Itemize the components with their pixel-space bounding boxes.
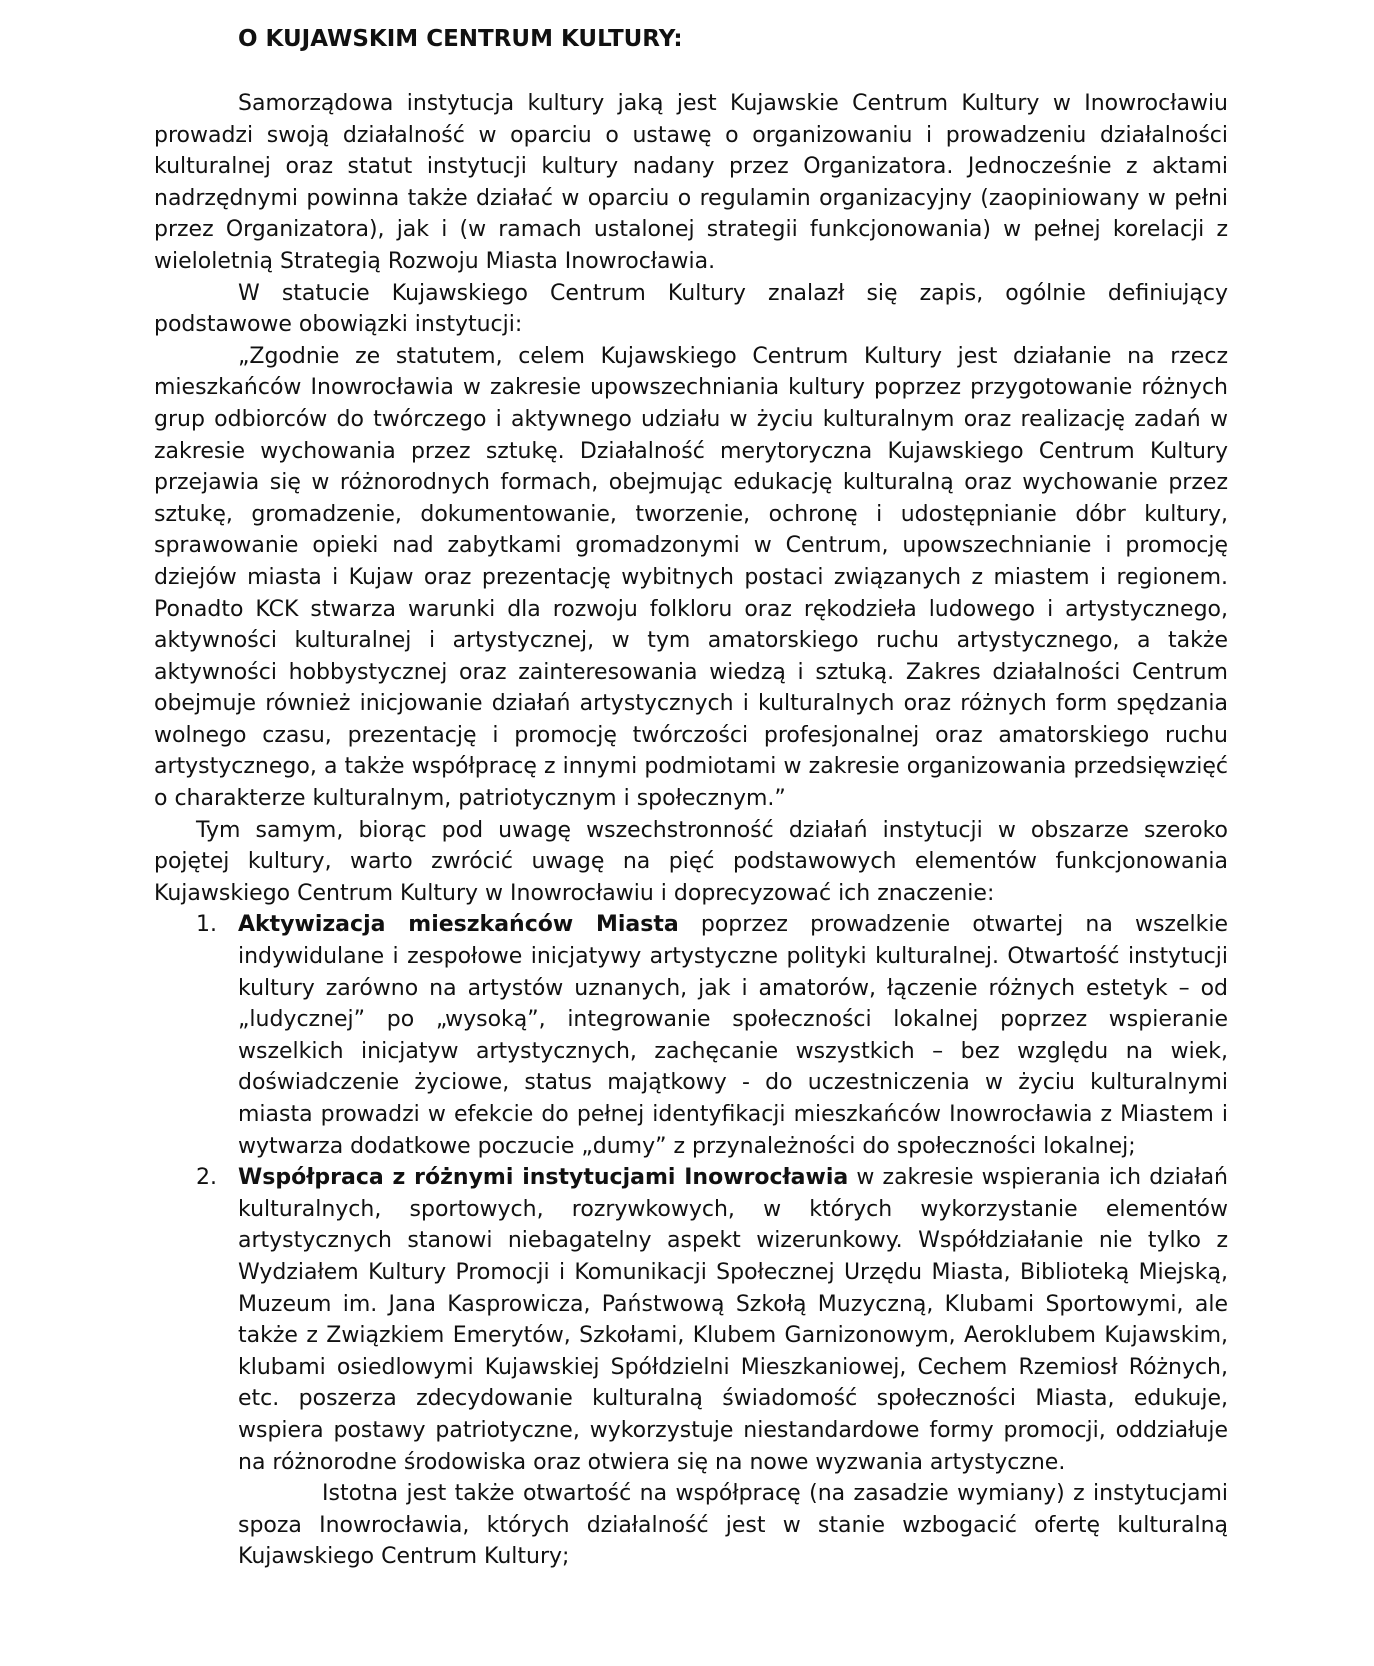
list-item-bold-lead: Współpraca z różnymi instytucjami Inowrocławia [238, 1165, 849, 1191]
list-item-bold-lead: Aktywizacja mieszkańców Miasta [238, 912, 679, 938]
statute-intro-paragraph: W statucie Kujawskiego Centrum Kultury znalazł się zapis, ogólnie definiujący podstawowe obowiązki instytucji: [154, 280, 1228, 338]
document-body [154, 88, 1228, 1573]
list-item-text [238, 909, 1228, 1162]
intro-paragraph: Samorządowa instytucja kultury jaką jest Kujawskie Centrum Kultury w Inowrocławiu prowadzi swoją działalność w oparciu o ustawę o organizowaniu i prowadzeniu działalności kulturalnej oraz statut instytucji kultury nadany przez Organizatora. Jednocześnie z aktami nadrzędnymi powinna także działać w oparciu o regulamin organizacyjny (zaopiniowany w pełni przez Organizatora), jak i (w ramach ustalonej strategii funkcjonowania) w pełnej korelacji z wieloletnią Strategią Rozwoju Miasta Inowrocławia. [154, 91, 1228, 274]
list-item-body: poprzez prowadzenie otwartej na wszelkie indywidulane i zespołowe inicjatywy artystyczne polityki kulturalnej. Otwartość instytucji kultury zarówno na artystów uznanych, jak i amatorów, łączenie różnych estetyk – od „ludycznej” po „wysoką”, integrowanie społeczności lokalnej poprzez wspieranie wszelkich inicjatyw artystycznych, zachęcanie wszystkich – bez względu na wiek, doświadczenie życiowe, status majątkowy - do uczestniczenia w życiu kulturalnymi miasta prowadzi w efekcie do pełnej identyfikacji mieszkańców Inowrocławia z Miastem i wytwarza dodatkowe poczucie „dumy” z przynależności do społeczności lokalnej; [238, 912, 1228, 1159]
list-item-text [238, 1162, 1228, 1478]
page-title: O KUJAWSKIM CENTRUM KULTURY: [238, 26, 683, 52]
list-item-number: 2. [196, 1165, 217, 1191]
cooperation-paragraph: Istotna jest także otwartość na współpracę (na zasadzie wymiany) z instytucjami spoza Inowrocławia, których działalność jest w stanie wzbogacić ofertę kulturalną Kujawskiego Centrum Kultury; [238, 1481, 1228, 1570]
list-item [196, 909, 1228, 1162]
list-item-body: w zakresie wspierania ich działań kulturalnych, sportowych, rozrywkowych, w których wykorzystanie elementów artystycznych stanowi niebagatelny aspekt wizerunkowy. Współdziałanie nie tylko z Wydziałem Kultury Promocji i Komunikacji Społecznej Urzędu Miasta, Biblioteką Miejską, Muzeum im. Jana Kasprowicza, Państwową Szkołą Muzyczną, Klubami Sportowymi, ale także z Związkiem Emerytów, Szkołami, Klubem Garnizonowym, Aeroklubem Kujawskim, klubami osiedlowymi Kujawskiej Spółdzielni Mieszkaniowej, Cechem Rzemiosł Różnych, etc. poszerza zdecydowanie kulturalną świadomość społeczności Miasta, edukuje, wspiera postawy patriotyczne, wykorzystuje niestandardowe formy promocji, oddziałuje na różnorodne środowiska oraz otwiera się na nowe wyzwania artystyczne. [238, 1165, 1229, 1475]
elements-list [154, 909, 1228, 1478]
list-item-number: 1. [196, 912, 217, 938]
list-item [196, 1162, 1229, 1478]
statute-quote-paragraph: „Zgodnie ze statutem, celem Kujawskiego Centrum Kultury jest działanie na rzecz mieszkańców Inowrocławia w zakresie upowszechniania kultury poprzez przygotowanie różnych grup odbiorców do twórczego i aktywnego udziału w życiu kulturalnym oraz realizację zadań w zakresie wychowania przez sztukę. Działalność merytoryczna Kujawskiego Centrum Kultury przejawia się w różnorodnych formach, obejmując edukację kulturalną oraz wychowanie przez sztukę, gromadzenie, dokumentowanie, tworzenie, ochronę i udostępnianie dóbr kultury, sprawowanie opieki nad zabytkami gromadzonymi w Centrum, upowszechnianie i promocję dziejów miasta i Kujaw oraz prezentację wybitnych postaci związanych z miastem i regionem. Ponadto KCK stwarza warunki dla rozwoju folkloru oraz rękodzieła ludowego i artystycznego, aktywności kulturalnej i artystycznej, w tym amatorskiego ruchu artystycznego, a także aktywności hobbystycznej oraz zainteresowania wiedzą i sztuką. Zakres działalności Centrum obejmuje również inicjowanie działań artystycznych i kulturalnych oraz różnych form spędzania wolnego czasu, prezentację i promocję twórczości profesjonalnej oraz amatorskiego ruchu artystycznego, a także współpracę z innymi podmiotami w zakresie organizowania przedsięwzięć o charakterze kulturalnym, patriotycznym i społecznym.” [154, 343, 1228, 812]
elements-intro-paragraph: Tym samym, biorąc pod uwagę wszechstronność działań instytucji w obszarze szeroko pojętej kultury, warto zwrócić uwagę na pięć podstawowych elementów funkcjonowania Kujawskiego Centrum Kultury w Inowrocławiu i doprecyzować ich znaczenie: [154, 817, 1228, 906]
